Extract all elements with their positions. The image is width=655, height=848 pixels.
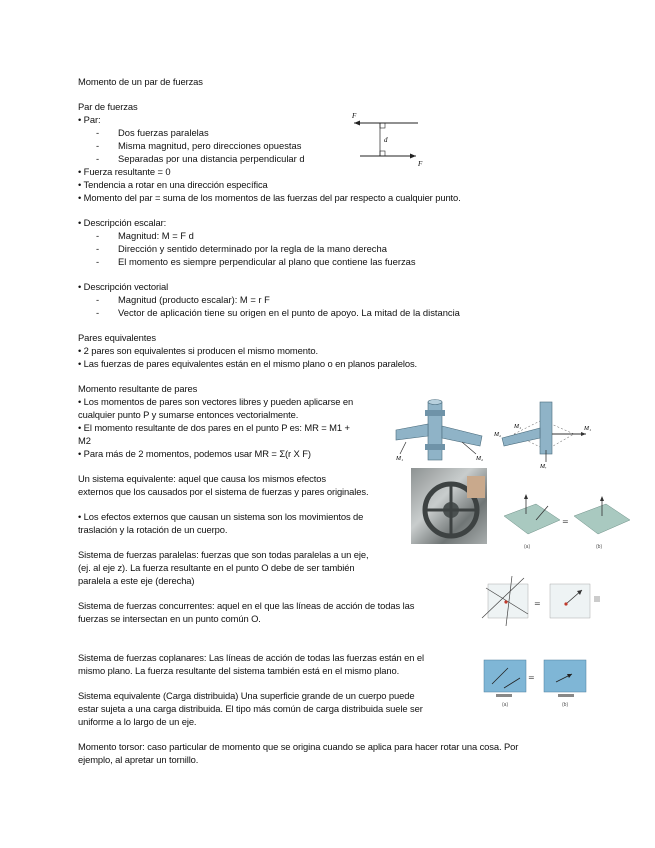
- paragraph-line: • Para más de 2 momentos, podemos usar MR = Σ(r X F): [78, 448, 311, 459]
- paragraph-line: mismo plano. La fuerza resultante del sistema también está en el mismo plano.: [78, 665, 400, 676]
- force-couple-figure: [350, 108, 430, 170]
- bullet-line: • Fuerza resultante = 0: [78, 166, 171, 177]
- label-m2b: M₂: [494, 432, 502, 438]
- bullet-line: • Momento del par = suma de los momentos de las fuerzas del par respecto a cualquier punto.: [78, 192, 461, 203]
- paragraph-line: Sistema equivalente (Carga distribuida) Una superficie grande de un cuerpo puede: [78, 690, 415, 701]
- list-item: Magnitud (producto escalar): M = r F: [118, 294, 270, 305]
- paragraph-line: • El momento resultante de dos pares en el punto P es: MR = M1 +: [78, 422, 350, 433]
- svg-text:=: =: [534, 599, 541, 608]
- paragraph-line: cualquier punto P y sumarse entonces vectorialmente.: [78, 409, 299, 420]
- label-m2: M₂: [476, 456, 484, 462]
- list-dash: -: [96, 127, 100, 138]
- page-title: Momento de un par de fuerzas: [78, 76, 203, 87]
- paragraph-line: Un sistema equivalente: aquel que causa los mismos efectos: [78, 473, 326, 484]
- paragraph-line: Sistema de fuerzas coplanares: Las líneas de acción de todas las fuerzas están en el: [78, 652, 424, 663]
- section-heading-equivalentes: Pares equivalentes: [78, 332, 156, 343]
- paragraph-line: • Las fuerzas de pares equivalentes están en el mismo plano o en planos paralelos.: [78, 358, 418, 369]
- section-heading-resultante: Momento resultante de pares: [78, 383, 198, 394]
- paragraph-line: • 2 pares son equivalentes si producen el mismo momento.: [78, 345, 318, 356]
- svg-text:(a): (a): [524, 544, 531, 550]
- list-dash: -: [96, 243, 100, 254]
- concurrent-forces-figure: [478, 574, 608, 628]
- label-m1b: M₁: [584, 426, 592, 432]
- label-mr: Mᵣ: [540, 464, 547, 470]
- steering-wheel-photo: [411, 468, 487, 544]
- label-m1c: M₁: [514, 424, 522, 430]
- list-item: Dirección y sentido determinado por la regla de la mano derecha: [118, 243, 387, 254]
- section-heading-par-de-fuerzas: Par de fuerzas: [78, 101, 138, 112]
- label-f-bottom: F: [418, 160, 423, 168]
- list-dash: -: [96, 140, 100, 151]
- list-item: Dos fuerzas paralelas: [118, 127, 209, 138]
- pipe-moments-figure: [392, 396, 488, 466]
- list-dash: -: [96, 230, 100, 241]
- paragraph-line: uniforme a lo largo de un eje.: [78, 716, 197, 727]
- bullet-line: • Tendencia a rotar en una dirección específica: [78, 179, 268, 190]
- svg-text:=: =: [562, 517, 569, 526]
- paragraph-line: estar sujeta a una carga distribuida. El tipo más común de carga distribuida suele ser: [78, 703, 423, 714]
- paragraph-line: fuerzas se intersectan en un punto común O.: [78, 613, 261, 624]
- svg-text:(b): (b): [596, 544, 603, 550]
- paragraph-line: (ej. al eje z). La fuerza resultante en el punto O debe de ser también: [78, 562, 355, 573]
- svg-text:(b): (b): [562, 702, 569, 708]
- list-item: Misma magnitud, pero direcciones opuestas: [118, 140, 302, 151]
- list-dash: -: [96, 256, 100, 267]
- list-dash: -: [96, 153, 100, 164]
- list-item: Separadas por una distancia perpendicular d: [118, 153, 305, 164]
- label-d: d: [384, 136, 388, 144]
- paragraph-line: M2: [78, 435, 91, 446]
- label-f-top: F: [352, 112, 357, 120]
- list-item: Vector de aplicación tiene su origen en el punto de apoyo. La mitad de la distancia: [118, 307, 460, 318]
- list-dash: -: [96, 294, 100, 305]
- paragraph-line: • Los momentos de pares son vectores libres y pueden aplicarse en: [78, 396, 354, 407]
- list-dash: -: [96, 307, 100, 318]
- paragraph-line: traslación y la rotación de un cuerpo.: [78, 524, 228, 535]
- paragraph-line: Sistema de fuerzas concurrentes: aquel en el que las líneas de acción de todas las: [78, 600, 415, 611]
- par-label: • Par:: [78, 114, 101, 125]
- label-m1: M₁: [396, 456, 404, 462]
- paragraph-line: Sistema de fuerzas paralelas: fuerzas que son todas paralelas a un eje,: [78, 549, 369, 560]
- equivalent-system-plates-figure: [496, 486, 636, 552]
- svg-text:=: =: [528, 673, 535, 682]
- paragraph-line: Momento torsor: caso particular de momento que se origina cuando se aplica para hacer rotar una cosa. Por: [78, 741, 519, 752]
- coplanar-forces-figure: [478, 652, 598, 710]
- paragraph-line: externos que los causados por el sistema de fuerzas y pares originales.: [78, 486, 369, 497]
- svg-text:(a): (a): [502, 702, 509, 708]
- section-heading-vectorial: • Descripción vectorial: [78, 281, 169, 292]
- paragraph-line: ejemplo, al apretar un tornillo.: [78, 754, 199, 765]
- section-heading-escalar: • Descripción escalar:: [78, 217, 167, 228]
- resultant-moment-figure: [494, 398, 594, 468]
- paragraph-line: paralela a este eje (derecha): [78, 575, 195, 586]
- paragraph-line: • Los efectos externos que causan un sistema son los movimientos de: [78, 511, 364, 522]
- list-item: El momento es siempre perpendicular al plano que contiene las fuerzas: [118, 256, 416, 267]
- list-item: Magnitud: M = F d: [118, 230, 194, 241]
